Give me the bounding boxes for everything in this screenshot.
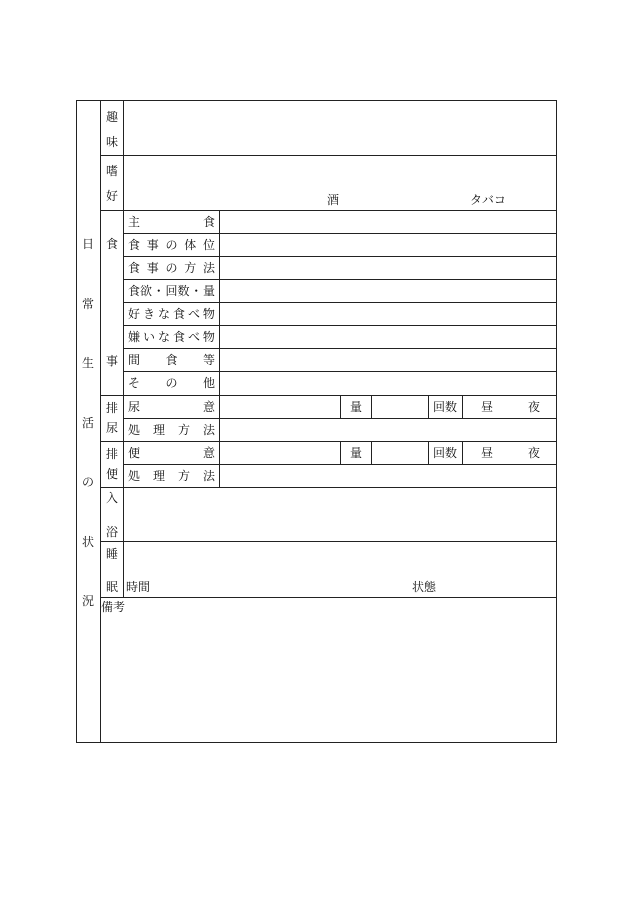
- defecation-col-line: [428, 441, 429, 464]
- defecation-count-label: 回数: [433, 446, 458, 460]
- side-title-divider: [100, 100, 101, 743]
- meal-item-dislikes: 嫌 い な 食 べ 物: [128, 330, 215, 344]
- frame-bottom-line: [76, 742, 557, 743]
- hobby-bottom-line: [100, 155, 557, 156]
- preference-label: 好: [106, 189, 119, 203]
- sleep-label: 眠: [106, 580, 119, 594]
- defecation-col-line: [371, 441, 372, 464]
- tobacco-label: タバコ: [470, 193, 506, 207]
- meal-row-line: [123, 325, 557, 326]
- bathing-label: 浴: [106, 525, 119, 539]
- sleep-bottom-line: [100, 597, 557, 598]
- meal-row-line: [123, 302, 557, 303]
- side-title-char: 日: [82, 237, 95, 251]
- frame-right-line: [556, 100, 557, 743]
- side-title-char: 生: [82, 356, 95, 370]
- side-title-char: 活: [82, 416, 95, 430]
- meal-label: 食: [106, 237, 119, 251]
- remarks-label: 備考: [101, 600, 126, 614]
- defecation-col-line: [462, 441, 463, 464]
- meal-row-line: [123, 348, 557, 349]
- preference-label: 嗜: [106, 164, 119, 178]
- defecation-method: 処 理 方 法: [128, 469, 215, 483]
- side-title-char: 況: [82, 594, 95, 608]
- meal-row-line: [123, 371, 557, 372]
- sleep-state-label: 状態: [412, 580, 437, 594]
- meal-bottom-line: [100, 395, 557, 396]
- urination-day-label: 昼: [481, 400, 494, 414]
- sleep-time-label: 時間: [126, 580, 151, 594]
- urination-amount-label: 量: [350, 400, 363, 414]
- sake-label: 酒: [327, 193, 340, 207]
- frame-left-line: [76, 100, 77, 743]
- urination-bottom-line: [100, 441, 557, 442]
- defecation-row-line: [123, 464, 557, 465]
- defecation-amount-label: 量: [350, 446, 363, 460]
- meal-item-likes: 好 き な 食 べ 物: [128, 307, 215, 321]
- urination-night-label: 夜: [528, 400, 541, 414]
- urination-row-line: [123, 418, 557, 419]
- defecation-bottom-line: [100, 487, 557, 488]
- side-title-char: 状: [82, 535, 95, 549]
- urination-label: 排: [106, 401, 119, 415]
- urination-count-label: 回数: [433, 400, 458, 414]
- side-title-char: 常: [82, 297, 95, 311]
- defecation-day-label: 昼: [481, 446, 494, 460]
- urination-col-line: [428, 395, 429, 418]
- urination-method: 処 理 方 法: [128, 423, 215, 437]
- urination-label: 尿: [106, 421, 119, 435]
- meal-item-other: そ の 他: [128, 376, 215, 390]
- urination-col-line: [340, 395, 341, 418]
- meal-item-staple: 主 食: [128, 215, 215, 229]
- sleep-label: 睡: [106, 547, 119, 561]
- meal-row-line: [123, 279, 557, 280]
- preference-bottom-line: [100, 210, 557, 211]
- urination-urge: 尿 意: [128, 400, 215, 414]
- meal-item-method: 食 事 の 方 法: [128, 261, 215, 275]
- hobby-label: 味: [106, 135, 119, 149]
- defecation-label: 便: [106, 467, 119, 481]
- side-title-char: の: [82, 475, 95, 489]
- defecation-label: 排: [106, 447, 119, 461]
- defecation-night-label: 夜: [528, 446, 541, 460]
- meal-row-line: [123, 233, 557, 234]
- urination-col-line: [371, 395, 372, 418]
- defecation-col-line: [340, 441, 341, 464]
- urination-col-line: [462, 395, 463, 418]
- bathing-label: 入: [106, 491, 119, 505]
- meal-row-line: [123, 256, 557, 257]
- frame-top-line: [76, 100, 557, 101]
- defecation-urge: 便 意: [128, 446, 215, 460]
- meal-item-posture: 食 事 の 体 位: [128, 238, 215, 252]
- meal-item-snacks: 間 食 等: [128, 353, 215, 367]
- bathing-bottom-line: [100, 541, 557, 542]
- hobby-label: 趣: [106, 110, 119, 124]
- meal-item-appetite: 食欲 ・ 回数 ・ 量: [128, 284, 215, 298]
- meal-label: 事: [106, 354, 119, 368]
